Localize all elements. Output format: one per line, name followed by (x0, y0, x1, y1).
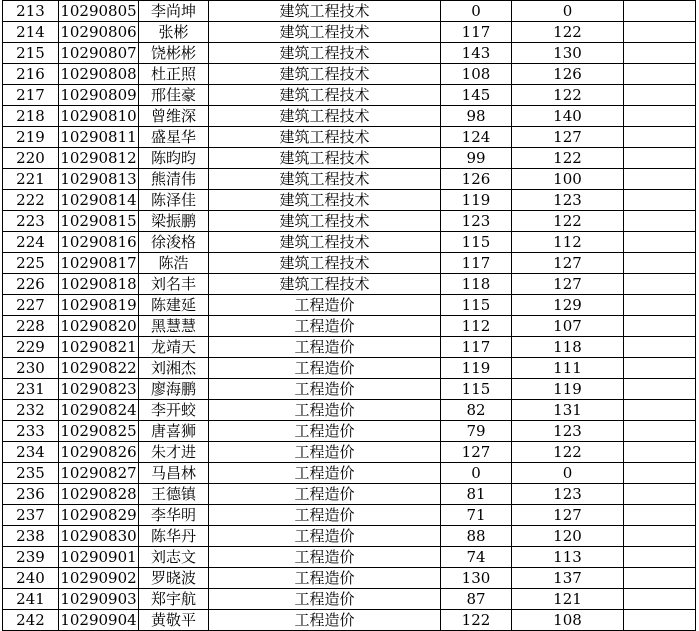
cell-major[interactable]: 工程造价 (209, 463, 441, 484)
cell-score-1[interactable]: 115 (441, 232, 512, 253)
table-row (3, 1, 696, 22)
cell-empty[interactable] (624, 190, 696, 211)
table-row (3, 547, 696, 568)
cell-student-name[interactable]: 梁振鹏 (139, 211, 209, 232)
cell-score-2[interactable]: 111 (512, 358, 624, 379)
table-row (3, 442, 696, 463)
cell-score-2[interactable]: 127 (512, 505, 624, 526)
table-row (3, 22, 696, 43)
table-row (3, 274, 696, 295)
cell-student-id[interactable]: 10290813 (60, 170, 137, 188)
cell-major[interactable]: 工程造价 (209, 442, 441, 463)
cell-score-2[interactable]: 127 (512, 253, 624, 274)
cell-score-2[interactable]: 113 (512, 547, 624, 568)
cell-score-2[interactable]: 122 (512, 85, 624, 106)
cell-student-name[interactable]: 李华明 (139, 505, 209, 526)
table-row (3, 211, 696, 232)
student-score-table (2, 0, 696, 631)
cell-score-1[interactable]: 119 (441, 358, 512, 379)
cell-student-id[interactable]: 10290822 (60, 359, 137, 377)
cell-student-id[interactable]: 10290830 (60, 527, 137, 545)
cell-student-id[interactable]: 10290824 (60, 401, 137, 419)
cell-major[interactable]: 建筑工程技术 (209, 190, 441, 211)
cell-student-name[interactable]: 陈华丹 (139, 526, 209, 547)
cell-empty[interactable] (624, 64, 696, 85)
cell-score-1[interactable]: 117 (441, 22, 512, 43)
cell-score-2[interactable]: 126 (512, 64, 624, 85)
cell-row-number[interactable]: 224 (3, 232, 59, 253)
cell-score-2[interactable]: 119 (512, 379, 624, 400)
cell-major[interactable]: 工程造价 (209, 421, 441, 442)
cell-student-name[interactable]: 张彬 (139, 22, 209, 43)
cell-empty[interactable] (624, 106, 696, 127)
cell-major[interactable]: 工程造价 (209, 610, 441, 631)
cell-row-number[interactable]: 218 (3, 106, 59, 127)
cell-student-name[interactable]: 唐喜狮 (139, 421, 209, 442)
cell-score-1[interactable]: 98 (441, 106, 512, 127)
cell-empty[interactable] (624, 463, 696, 484)
cell-student-id[interactable]: 10290902 (60, 569, 137, 587)
cell-score-1[interactable]: 145 (441, 85, 512, 106)
cell-score-1[interactable]: 122 (441, 610, 512, 631)
cell-empty[interactable] (624, 337, 696, 358)
cell-score-1[interactable]: 81 (441, 484, 512, 505)
cell-score-1[interactable]: 87 (441, 589, 512, 610)
cell-score-2[interactable]: 120 (512, 526, 624, 547)
cell-major[interactable]: 建筑工程技术 (209, 148, 441, 169)
cell-empty[interactable] (624, 127, 696, 148)
cell-score-1[interactable]: 143 (441, 43, 512, 64)
cell-score-2[interactable]: 130 (512, 43, 624, 64)
cell-student-id[interactable]: 10290808 (60, 65, 137, 83)
table-row (3, 253, 696, 274)
table-row (3, 232, 696, 253)
cell-student-id[interactable]: 10290901 (60, 548, 137, 566)
cell-score-1[interactable]: 126 (441, 169, 512, 190)
cell-student-name[interactable]: 陈建延 (139, 295, 209, 316)
cell-empty[interactable] (624, 232, 696, 253)
cell-student-name[interactable]: 陈泽佳 (139, 190, 209, 211)
cell-student-name[interactable]: 陈浩 (139, 253, 209, 274)
cell-score-2[interactable]: 108 (512, 610, 624, 631)
cell-student-id[interactable]: 10290826 (60, 443, 137, 461)
cell-major[interactable]: 建筑工程技术 (209, 22, 441, 43)
cell-major[interactable]: 建筑工程技术 (209, 253, 441, 274)
cell-student-name[interactable]: 李尚坤 (139, 1, 209, 22)
cell-row-number[interactable]: 238 (3, 526, 59, 547)
cell-major[interactable]: 工程造价 (209, 568, 441, 589)
cell-student-id[interactable]: 10290904 (60, 611, 137, 629)
cell-score-1[interactable]: 79 (441, 421, 512, 442)
cell-score-1[interactable]: 74 (441, 547, 512, 568)
cell-student-id[interactable]: 10290809 (60, 86, 137, 104)
cell-student-name[interactable]: 王德镇 (139, 484, 209, 505)
cell-score-2[interactable]: 118 (512, 337, 624, 358)
cell-student-id[interactable]: 10290811 (60, 128, 137, 146)
cell-major[interactable]: 建筑工程技术 (209, 127, 441, 148)
cell-empty[interactable] (624, 442, 696, 463)
cell-row-number[interactable]: 228 (3, 316, 59, 337)
cell-student-name[interactable]: 廖海鹏 (139, 379, 209, 400)
cell-major[interactable]: 建筑工程技术 (209, 169, 441, 190)
cell-student-id[interactable]: 10290815 (60, 212, 137, 230)
cell-score-1[interactable]: 108 (441, 64, 512, 85)
table-row (3, 379, 696, 400)
cell-student-name[interactable]: 徐浚格 (139, 232, 209, 253)
cell-student-name[interactable]: 郑宇航 (139, 589, 209, 610)
cell-student-id[interactable]: 10290806 (60, 23, 137, 41)
cell-score-1[interactable]: 71 (441, 505, 512, 526)
table-row (3, 64, 696, 85)
cell-student-name[interactable]: 黑慧慧 (139, 316, 209, 337)
cell-major[interactable]: 建筑工程技术 (209, 211, 441, 232)
cell-empty[interactable] (624, 316, 696, 337)
cell-student-name[interactable]: 邢佳豪 (139, 85, 209, 106)
cell-student-id[interactable]: 10290807 (60, 44, 137, 62)
cell-student-name[interactable]: 熊清伟 (139, 169, 209, 190)
cell-major[interactable]: 工程造价 (209, 295, 441, 316)
cell-student-id[interactable]: 10290825 (60, 422, 137, 440)
cell-student-id[interactable]: 10290812 (60, 149, 137, 167)
table-row (3, 526, 696, 547)
cell-major[interactable]: 工程造价 (209, 547, 441, 568)
cell-score-1[interactable]: 118 (441, 274, 512, 295)
cell-major[interactable]: 建筑工程技术 (209, 64, 441, 85)
cell-student-id[interactable]: 10290827 (60, 464, 137, 482)
cell-row-number[interactable]: 227 (3, 295, 59, 316)
table-row (3, 190, 696, 211)
table-row (3, 484, 696, 505)
cell-score-1[interactable]: 119 (441, 190, 512, 211)
cell-empty[interactable] (624, 211, 696, 232)
cell-score-1[interactable]: 124 (441, 127, 512, 148)
cell-empty[interactable] (624, 169, 696, 190)
cell-student-name[interactable]: 马昌林 (139, 463, 209, 484)
cell-major[interactable]: 工程造价 (209, 505, 441, 526)
cell-score-2[interactable]: 131 (512, 400, 624, 421)
cell-student-name[interactable]: 刘志文 (139, 547, 209, 568)
cell-score-2[interactable]: 121 (512, 589, 624, 610)
cell-score-2[interactable]: 140 (512, 106, 624, 127)
cell-row-number[interactable]: 235 (3, 463, 59, 484)
cell-score-2[interactable]: 0 (512, 1, 624, 22)
table-row (3, 316, 696, 337)
table-row (3, 148, 696, 169)
table-row (3, 610, 696, 631)
table-row (3, 295, 696, 316)
cell-score-2[interactable]: 123 (512, 190, 624, 211)
table-row (3, 43, 696, 64)
cell-row-number[interactable]: 237 (3, 505, 59, 526)
cell-score-2[interactable]: 0 (512, 463, 624, 484)
cell-major[interactable]: 建筑工程技术 (209, 232, 441, 253)
table-row (3, 85, 696, 106)
cell-score-2[interactable]: 129 (512, 295, 624, 316)
cell-student-name[interactable]: 饶彬彬 (139, 43, 209, 64)
cell-empty[interactable] (624, 505, 696, 526)
cell-empty[interactable] (624, 274, 696, 295)
cell-empty[interactable] (624, 253, 696, 274)
cell-score-1[interactable]: 115 (441, 295, 512, 316)
cell-score-1[interactable]: 82 (441, 400, 512, 421)
table-row (3, 421, 696, 442)
cell-empty[interactable] (624, 379, 696, 400)
cell-row-number[interactable]: 240 (3, 568, 59, 589)
cell-score-2[interactable]: 100 (512, 169, 624, 190)
cell-score-1[interactable]: 0 (441, 463, 512, 484)
cell-student-id[interactable]: 10290823 (60, 380, 137, 398)
cell-major[interactable]: 工程造价 (209, 316, 441, 337)
cell-row-number[interactable]: 213 (3, 1, 59, 22)
table-row (3, 169, 696, 190)
cell-empty[interactable] (624, 484, 696, 505)
cell-score-1[interactable]: 123 (441, 211, 512, 232)
cell-empty[interactable] (624, 421, 696, 442)
cell-score-1[interactable]: 117 (441, 253, 512, 274)
table-row (3, 568, 696, 589)
cell-empty[interactable] (624, 610, 696, 631)
cell-student-id[interactable]: 10290819 (60, 296, 137, 314)
cell-score-2[interactable]: 122 (512, 148, 624, 169)
cell-student-name[interactable]: 李开蛟 (139, 400, 209, 421)
cell-row-number[interactable]: 223 (3, 211, 59, 232)
cell-student-name[interactable]: 刘名丰 (139, 274, 209, 295)
cell-row-number[interactable]: 225 (3, 253, 59, 274)
cell-row-number[interactable]: 214 (3, 22, 59, 43)
table-row (3, 106, 696, 127)
cell-score-2[interactable]: 122 (512, 211, 624, 232)
cell-score-2[interactable]: 127 (512, 127, 624, 148)
cell-row-number[interactable]: 217 (3, 85, 59, 106)
cell-row-number[interactable]: 220 (3, 148, 59, 169)
cell-major[interactable]: 工程造价 (209, 400, 441, 421)
cell-student-id[interactable]: 10290821 (60, 338, 137, 356)
cell-student-id[interactable]: 10290805 (60, 2, 137, 20)
score-table-body (3, 1, 696, 631)
cell-student-id[interactable]: 10290818 (60, 275, 137, 293)
table-row (3, 358, 696, 379)
cell-empty[interactable] (624, 22, 696, 43)
table-row (3, 463, 696, 484)
cell-score-1[interactable]: 0 (441, 1, 512, 22)
table-row (3, 400, 696, 421)
cell-score-1[interactable]: 117 (441, 337, 512, 358)
cell-row-number[interactable]: 222 (3, 190, 59, 211)
cell-student-id[interactable]: 10290816 (60, 233, 137, 251)
cell-student-name[interactable]: 杜正照 (139, 64, 209, 85)
cell-major[interactable]: 工程造价 (209, 379, 441, 400)
cell-empty[interactable] (624, 1, 696, 22)
cell-empty[interactable] (624, 85, 696, 106)
cell-student-name[interactable]: 陈昀昀 (139, 148, 209, 169)
cell-row-number[interactable]: 239 (3, 547, 59, 568)
cell-student-name[interactable]: 龙靖天 (139, 337, 209, 358)
cell-score-2[interactable]: 123 (512, 421, 624, 442)
table-row (3, 127, 696, 148)
cell-row-number[interactable]: 241 (3, 589, 59, 610)
cell-row-number[interactable]: 242 (3, 610, 59, 631)
cell-row-number[interactable]: 221 (3, 169, 59, 190)
cell-empty[interactable] (624, 295, 696, 316)
cell-major[interactable]: 建筑工程技术 (209, 1, 441, 22)
cell-major[interactable]: 建筑工程技术 (209, 85, 441, 106)
table-row (3, 337, 696, 358)
table-row (3, 589, 696, 610)
table-row (3, 505, 696, 526)
cell-major[interactable]: 建筑工程技术 (209, 43, 441, 64)
cell-row-number[interactable]: 231 (3, 379, 59, 400)
cell-score-1[interactable]: 127 (441, 442, 512, 463)
cell-row-number[interactable]: 234 (3, 442, 59, 463)
cell-score-2[interactable]: 112 (512, 232, 624, 253)
cell-score-1[interactable]: 99 (441, 148, 512, 169)
cell-row-number[interactable]: 236 (3, 484, 59, 505)
cell-row-number[interactable]: 229 (3, 337, 59, 358)
cell-score-1[interactable]: 130 (441, 568, 512, 589)
cell-score-2[interactable]: 123 (512, 484, 624, 505)
cell-score-2[interactable]: 122 (512, 442, 624, 463)
cell-row-number[interactable]: 232 (3, 400, 59, 421)
cell-student-name[interactable]: 曾维深 (139, 106, 209, 127)
cell-score-2[interactable]: 137 (512, 568, 624, 589)
cell-student-id[interactable]: 10290903 (60, 590, 137, 608)
cell-score-2[interactable]: 127 (512, 274, 624, 295)
cell-row-number[interactable]: 233 (3, 421, 59, 442)
cell-major[interactable]: 工程造价 (209, 589, 441, 610)
cell-major[interactable]: 建筑工程技术 (209, 274, 441, 295)
cell-student-name[interactable]: 黄敬平 (139, 610, 209, 631)
cell-major[interactable]: 工程造价 (209, 526, 441, 547)
cell-major[interactable]: 工程造价 (209, 337, 441, 358)
cell-student-name[interactable]: 盛星华 (139, 127, 209, 148)
cell-student-name[interactable]: 刘湘杰 (139, 358, 209, 379)
cell-row-number[interactable]: 216 (3, 64, 59, 85)
cell-empty[interactable] (624, 43, 696, 64)
cell-student-id[interactable]: 10290817 (60, 254, 137, 272)
cell-score-1[interactable]: 115 (441, 379, 512, 400)
cell-major[interactable]: 建筑工程技术 (209, 106, 441, 127)
cell-score-1[interactable]: 112 (441, 316, 512, 337)
cell-student-id[interactable]: 10290829 (60, 506, 137, 524)
cell-student-name[interactable]: 罗晓波 (139, 568, 209, 589)
cell-empty[interactable] (624, 589, 696, 610)
cell-empty[interactable] (624, 547, 696, 568)
cell-student-id[interactable]: 10290814 (60, 191, 137, 209)
cell-empty[interactable] (624, 358, 696, 379)
cell-score-2[interactable]: 122 (512, 22, 624, 43)
cell-row-number[interactable]: 226 (3, 274, 59, 295)
cell-row-number[interactable]: 215 (3, 43, 59, 64)
cell-empty[interactable] (624, 526, 696, 547)
cell-score-1[interactable]: 88 (441, 526, 512, 547)
cell-major[interactable]: 工程造价 (209, 358, 441, 379)
cell-score-2[interactable]: 107 (512, 316, 624, 337)
cell-empty[interactable] (624, 568, 696, 589)
cell-empty[interactable] (624, 400, 696, 421)
cell-student-id[interactable]: 10290810 (60, 107, 137, 125)
cell-empty[interactable] (624, 148, 696, 169)
cell-row-number[interactable]: 230 (3, 358, 59, 379)
cell-student-name[interactable]: 朱才进 (139, 442, 209, 463)
cell-major[interactable]: 工程造价 (209, 484, 441, 505)
cell-student-id[interactable]: 10290828 (60, 485, 137, 503)
cell-row-number[interactable]: 219 (3, 127, 59, 148)
cell-student-id[interactable]: 10290820 (60, 317, 137, 335)
